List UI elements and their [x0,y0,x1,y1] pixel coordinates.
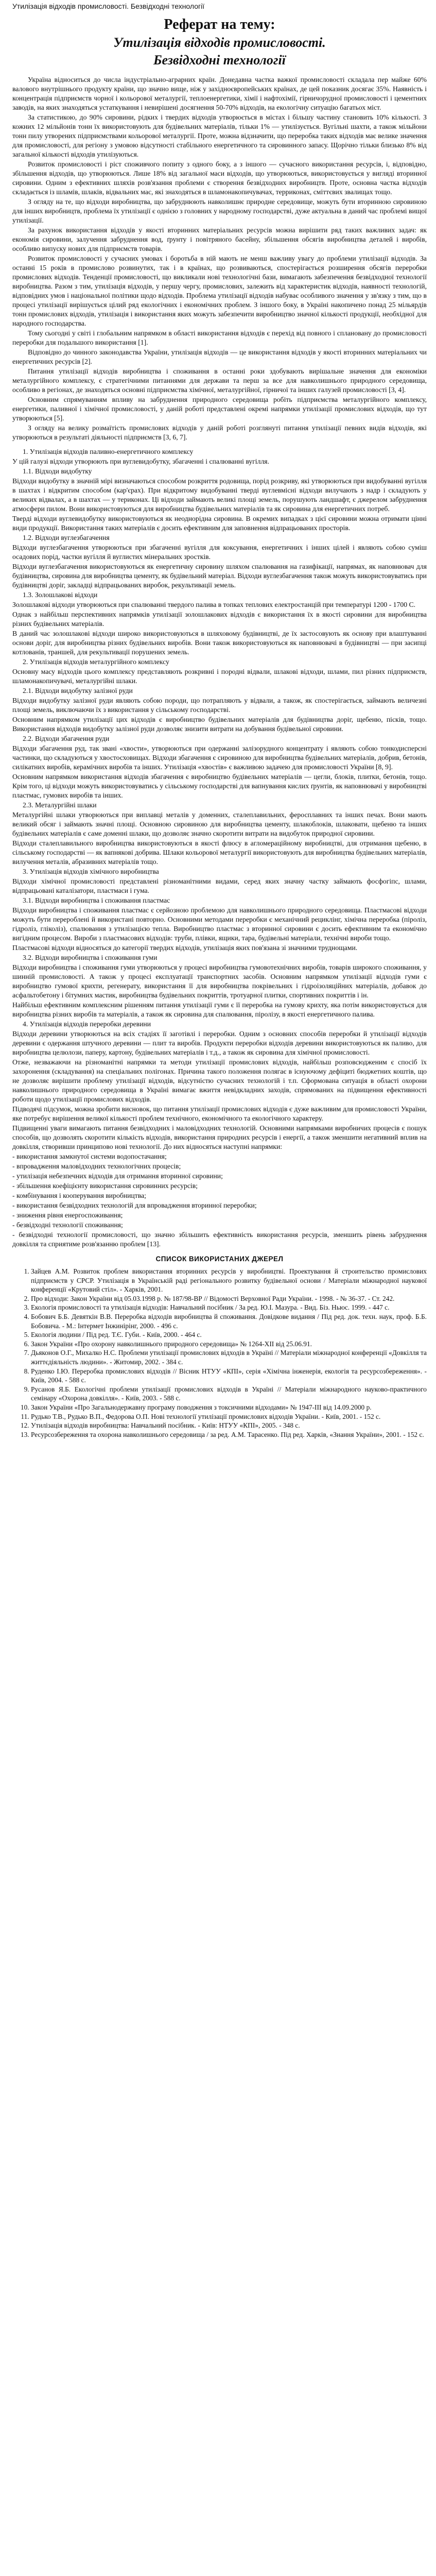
body-paragraph: Основним напрямком використання відходів збагачення є виробництво будівельних матеріалів — цегли, блоків, плитки, бетонів, тощо. Крім того, ці відходи можуть використовуватись у сільському господарстві для вапнування кислих ґрунтів, як наповнювачі у виробництві пластмас, гумових виробів та інших. [12,773,427,799]
reference-item: 4. Бобович Б.Б. Девяткін В.В. Переробка відходів виробництва й споживання. Довідкове видання / Під ред. док. техн. наук, проф. Б.Б. Бобовича. - М.: Інтермет Інжинірінг, 2000. - 496 с. [31,1312,427,1330]
section-heading: 2.1. Відходи видобутку залізної руди [23,687,133,694]
body-paragraph: З огляду на велику розмаїтість промислових відходів у даній роботі розглянуті питання утилізації певних видів відходів, які утворюються в результаті діяльності підприємств [3, 6, 7]. [12,424,427,441]
body-paragraph: За рахунок використання відходів у якості вторинних матеріальних ресурсів можна вирішити ряд таких важливих задач: як економія сировини, залучення забруднення вод, ґрунту і повітряного басейну, збільшення обсягів виробництва деталей і виробів, особливо випуску нових для підприємств товарів. [12,226,427,252]
section-heading: 2.3. Металургійні шлаки [23,801,97,809]
body-paragraph: За статистикою, до 90% сировини, рідких і твердих відходів утворюється в містах і більшу частину становить 10% кількості. З кожних 12 мільйонів тонн їх використовують для будівельних матеріалів, тільки 1% — утилізується. Вугільні шахти, а також мільйони тонн пилу утворених підприємствами кольорової металургії. Проте, можна відзначити, що переробка таких відходів має велике значення для промисловості, для регіону з умовою відсутності стабільного енергетичного та сировинного запасу. Щорічно тільки близько 8% від загальної кількості відходів утилізуються. [12,113,427,158]
body-paragraph: У цій галузі відходи утворюють при вуглевидобутку, збагаченні і спалюванні вугілля. [12,457,269,465]
body-paragraph: Відходи вуглезбагачення використовуються як енергетичну сировину шляхом спалювання на газифікації, напрямах, як наповнювач для будівництва, сировина для виробництва цементу, як будівельний матеріал. Відходи вуглезбагачення також можуть використовуватись при будівництві доріг, закладці відпрацьованих виробок, рекультивації земель. [12,563,427,589]
body-paragraph: Розвиток промисловості і ріст споживчого попиту з одного боку, а з іншого — сучасного використання ресурсів, і, відповідно, збільшення відходів, що утворюються. Лише 18% від загальної маси відходів, що утворюються, використовується у вигляді вторинної сировини. Одним з ефективних шляхів розв'язання проблеми є створення безвідходних виробництв. Проте, основна частка відходів складається із шламів, шлаків, відвальних мас, які знаходяться в шламонакопичувачах, терриконах, сміттєвих звалищах тощо. [12,160,427,196]
body-paragraph: - використання безвідходних технологій для впровадження вторинної переробки; [12,1201,257,1209]
body-paragraph: - збільшення коефіцієнту використання сировинних ресурсів; [12,1182,198,1190]
body-paragraph: Однак з найбільш перспективних напрямків утилізації золошлакових відходів є використання їх в якості сировини для виробництва різних будівельних матеріалів. [12,611,427,628]
reference-item: 2. Про відходи: Закон України від 05.03.1998 р. № 187/98-ВР // Відомості Верховної Ради України. - 1998. - № 36-37. - Ст. 242. [31,1294,427,1303]
reference-item: 13. Ресурсозбереження та охорона навколишнього середовища / за ред. А.М. Тарасенко. Під ред. Харків, «Знання України», 2001. - 152 с. [31,1430,427,1439]
reference-item: 1. Зайцев А.М. Розвиток проблем використання вторинних ресурсів у виробництві. Проектування й строительство промислових підприємств у СРСР. Утилізація в Українській раді регіонального розвитку будівельної основи / Матеріали міжнародної наукової конференції «Крутовий стіл». - Харків, 2001. [31,1267,427,1294]
body-paragraph: Основним спрямуванням впливу на забруднення природного середовища робіть підприємства металургійного комплексу, енергетики, паливної і хімічної промисловості, у даній роботі представлені окремі напрямки утилізації промислових відходів, що тут утворюються [5]. [12,396,427,422]
reference-item: 7. Дьяконов О.Г., Михалко Н.С. Проблеми утилізації промислових відходів в Україні // Матеріали міжнародної конференції «Довкілля та життєдіяльність людини». - Житомир, 2002. - 384 с. [31,1348,427,1366]
body-paragraph: Металургійні шлаки утворюються при виплавці металів у доменних, сталеплавильних, феросплавних та інших печах. Вони мають великий обсяг і займають значні площі. Основною сировиною для виробництва цементу, шлакоблоків, шлаковати, щебеню та інших будівельних матеріалів є саме доменні шлаки, що дозволяє значно скоротити витрати на видобуток природної сировини. [12,811,427,837]
body-paragraph: Пластмасові відходи відносяться до категорії твердих відходів, утилізація яких пов'язана зі значними труднощами. [12,944,358,952]
body-paragraph: Підвищенні уваги вимагають питання безвідходних і маловідходних технологій. Основними напрямками виробничих процесів є пошук способів, що дозволять скоротити кількість відходів, використання природних ресурсів і енергії, а також зменшити негативний вплив на довкілля, створивши принципово нові технології. До них відносяться наступні напрямки: [12,1124,427,1150]
body-paragraph: Відходи збагачення руд, так звані «хвости», утворюються при одержанні залізорудного концентрату і являють собою тонкодисперсні частинки, що складуються у хвостосховищах. Відходи збагачення є сировиною для виробництва будівельних матеріалів, добрив, бетонів, силікатних виробів, керамічних виробів та інших. Утилізація «хвостів» є важливою задачею для промисловості України [8, 9]. [12,744,427,771]
body-paragraph: Відходи видобутку в значній мірі визначаються способом розкриття родовища, порід розкриву, які утворюються при видобуванні вугілля в шахтах і відкритим способом (кар'єрах). При відкритому видобуванні тверді вуглевмісні відходи вилучають з надр і складують у великих відвалах, а в шахтах — у териконах. Ці відходи займають великі площі земель, порушують ландшафт, є джерелом забруднення атмосфери пилом. Вони використовуються для виробництва будівельних матеріалів та як сировина для енергетичних потреб. [12,477,427,513]
body-paragraph: Відходи виробництва і споживання гуми утворюються у процесі виробництва гумовотехнічних виробів, товарів широкого споживання, у шинній промисловості. А також у процесі експлуатації транспортних засобів. Основним напрямком утилізації відходів гуми є виробництво гумової крихти, регенерату, використання її для виробництва покрівельних і гідроізоляційних матеріалів, добавок до асфальтобетону і бітумних мастик, виробництва будівельних покриттів, тротуарної плитки, спортивних покриттів і ін. [12,963,427,999]
body-paragraph: Розвиток промисловості у сучасних умовах і боротьба в ній мають не менш важливу увагу до проблеми утилізації відходів. За останні 15 років в промислово розвинутих, так і в країнах, що розвиваються, спостерігається розширення обсягів переробки промислових відходів. Тенденції промисловості, що викликали нові технологічні бази, вимагають забезпечення безвідходної технології виробництва. Разом з тим, утилізація відходів, у першу чергу, промислових, залежить від характеристик відходів, наявності технологій, відповідних умов і національної політики щодо відходів. Проблема утилізації відходів набуває особливого значення у зв'язку з тим, що в процесі утилізації вирішується цілий ряд екологічних і економічних проблем. З іншого боку, в Україні накопичено понад 25 мільярдів тонн промислових відходів, утилізація і використання яких можуть забезпечити виробництво значної кількості продукції, необхідної для народного господарства. [12,255,427,327]
body-paragraph: - утилізація небезпечних відходів для отримання вторинної сировини; [12,1172,223,1180]
section-heading: 1. Утилізація відходів паливно-енергетичного комплексу [23,448,194,455]
body-paragraph: В даний час золошлакові відходи широко використовуються в шляховому будівництві, де їх застосовують як основу при влаштуванні основи доріг, для виробництва різних будівельних виробів. Вони також використовуються як наповнювачі в будівництві — при засипці котлованів, траншей, для рекультивації порушених земель. [12,630,427,656]
body-paragraph: Відходи виробництва і споживання пластмас є серйозною проблемою для навколишнього природного середовища. Пластмасові відходи можуть бути перероблені й використані повторно. Основними методами переробки є механічний рециклінг, хімічна переробка (піроліз, гідроліз, гліколіз), спалювання з утилізацією тепла. Виробництво пластмас з вторинної сировини є досить ефективним та економічно вигідним процесом. Вироби з пластмасових відходів: труби, плівки, ящики, тара, будівельні матеріали, технічні вироби тощо. [12,906,427,942]
body-paragraph: - комбінування і кооперування виробництва; [12,1192,146,1199]
reference-item: 10. Закон України «Про Загальнодержавну програму поводження з токсичними відходами» № 1947-III від 14.09.2000 р. [31,1403,427,1412]
body-paragraph: Підводячі підсумок, можна зробити висновок, що питання утилізації промислових відходів є дуже важливим для промисловості України, яке потребує вирішення великої кількості проблем технічного, економічного та екологічного характеру. [12,1105,427,1122]
body-paragraph: - зниження рівня енергоспоживання; [12,1211,123,1219]
body-paragraph: - безвідходні технології споживання; [12,1221,123,1229]
body-paragraph: Золошлакові відходи утворюються при спалюванні твердого палива в топках теплових електростанцій при температурі 1200 - 1700 С. [12,601,416,608]
section-heading: 2.2. Відходи збагачення руди [23,735,110,742]
body-paragraph: Тверді відходи вуглевидобутку використовуються як неоднорідна сировина. В окремих випадках з цієї сировини можна отримати цінні види продукції. Використання таких матеріалів є досить ефективним для заповнення відпрацьованих просторів. [12,515,427,532]
body-paragraph: - впровадження маловідходних технологічних процесів; [12,1162,181,1170]
reference-item: 8. Руденко І.Ю. Переробка промислових відходів // Вісник НТУУ «КПІ», серія «Хімічна інженерія, екологія та ресурсозбереження». - Київ, 2004. - 588 с. [31,1367,427,1385]
section-heading: 2. Утилізація відходів металургійного комплексу [23,658,169,666]
body-paragraph: Україна відноситься до числа індустріально-аграрних країн. Донедавна частка важкої промисловості складала пер майже 60% валового внутрішнього продукту країни, що значно вище, ніж у західноєвропейських країнах, де цей показник досягає 35%. Наявність і концентрація підприємств чорної і кольорової металургії, теплоенергетики, хімії і нафтохімії, гірничорудної промисловості і цементних заводів, на яких знаходяться устаткування і невирішені досягнення 50-70% відходів, на екологічну ситуацію багатьох міст. [12,76,427,111]
reference-item: 3. Екологія промисловості та утилізація відходів: Навчальний посібник / За ред. Ю.І. Мазура. - Вид. Біз. Ньюс. 1999. - 447 с. [31,1303,427,1312]
document-title-line1: Утилізація відходів промисловості. [113,35,326,50]
body-paragraph: - безвідходні технології промисловості, що значно збільшить ефективність використання ресурсів, зменшить рівень забруднення довкілля та сприятиме розв'язанню проблем [13]. [12,1231,427,1248]
body-paragraph: З огляду на те, що відходи виробництва, що забруднюють навколишнє природне середовище, можуть бути вторинною сировиною для інших виробництв, проблема їх утилізації є однією з головних у народному господарстві, дуже актуальна в даний час проблемі вищої утилізації. [12,198,427,224]
section-heading: 3. Утилізація відходів хімічного виробництва [23,868,159,875]
page-header-title: Утилізація відходів промисловості. Безвідходні технології [12,2,205,10]
body-paragraph: Відходи вуглезбагачення утворюються при збагаченні вугілля для коксування, енергетичних і інших цілей і являють собою суміш осадових порід, частки вугілля й вуглистих мінеральних зростків. [12,544,427,561]
body-paragraph: Відходи деревини утворюються на всіх стадіях її заготівлі і переробки. Одним з основних способів переробки й утилізації відходів деревини є одержання штучного деревини — плит та виробів. Продукти переробки відходів деревини використовуються як паливо, для виробництва целюлози, паперу, картону, будівельних матеріалів і т.д., а також як сировина для хімічної промисловості. [12,1030,427,1056]
abstract-heading: Реферат на тему: [164,16,275,32]
section-heading: 1.3. Золошлакові відходи [23,591,98,599]
reference-item: 5. Екологія людини / Під ред. Т.Є. Губи. - Київ, 2000. - 464 с. [31,1330,427,1340]
body-paragraph: Відходи видобутку залізної руди являють собою породи, що потрапляють у відвали, а також, як спостерігається, займають величезні площі земель, виключаючи їх з використання у сільському господарстві. [12,697,427,714]
body-paragraph: Отже, незважаючи на різноманітні напрямки та методи утилізації промислових відходів, найбільш розповсюдженим є спосіб їх захоронення (складування) на спеціальних полігонах. Причина такого положення полягає в існуючому дефіциті бюджетних коштів, що не дозволяє вирішити проблему утилізації відходів, відсутністю сучасних технологій і т.п. Сформована ситуація в області охорони навколишнього природного середовища в Україні вимагає вжиття невідкладних заходів, спрямованих на підвищення ефективності роботи щодо утилізації промислових відходів. [12,1058,427,1103]
section-heading: 3.1. Відходи виробництва і споживання пластмас [23,896,170,904]
reference-item: 6. Закон України «Про охорону навколишнього природного середовища» № 1264-XII від 25.06.91. [31,1340,427,1349]
body-paragraph: Питання утилізації відходів виробництва і споживання в останні роки здобувають вирішальне значення для економіки металургійного комплексу, є стратегічними питаннями для держави та перш за все для навколишнього природного середовища, особливо в регіонах, де знаходяться основні підприємства хімічної, металургійної, гірничої та інших галузей промисловості [3, 4]. [12,367,427,394]
reference-item: 12. Утилізація відходів виробництва: Навчальний посібник. - Київ: НТУУ «КПІ», 2005. - 348 с. [31,1421,427,1430]
body-paragraph: Тому сьогодні у світі і глобальним напрямком в області використання відходів є перехід від повного і сплановану до промисловості переробки для подальшого використання [1]. [12,329,427,346]
body-paragraph: - використання замкнутої системи водопостачання; [12,1153,167,1160]
body-paragraph: Основним напрямком утилізації цих відходів є виробництво будівельних матеріалів для будівництва доріг, щебеню, пісків, тощо. Використання відходів видобутку залізної руди дозволяє знизити витрати на добування будівельної сировини. [12,716,427,733]
document-body [12,75,427,1249]
references-list [12,1267,427,1439]
reference-item: 11. Рудько Т.В., Рудько В.П., Федорова О.П. Нові технології утилізації промислових відходів України. - Київ, 2001. - 152 с. [31,1412,427,1421]
body-paragraph: Найбільш ефективним комплексним рішенням питання утилізації гуми є її переробка на гумову крихту, яка потім використовується для виробництва різних виробів та матеріалів, а також як сировина для спалювання, піролізу, в якості енергетичного палива. [12,1001,427,1018]
body-paragraph: Відповідно до чинного законодавства України, утилізація відходів — це використання відходів у якості вторинних матеріальних чи енергетичних ресурсів [2]. [12,348,427,365]
paragraph-spacer [12,443,427,447]
document-title-line2: Безвідходні технології [153,53,286,67]
section-heading: 1.1. Відходи видобутку [23,467,92,475]
section-heading: 3.2. Відходи виробництва і споживання гуми [23,954,158,961]
section-heading: 1.2. Відходи вуглезбагачення [23,534,110,541]
section-heading: 4. Утилізація відходів переробки деревини [23,1020,151,1028]
body-paragraph: Відходи хімічної промисловості представлені різноманітними видами, серед яких значну частку займають фосфогіпс, шлами, відпрацьовані каталізатори, пластмаси і гума. [12,877,427,894]
references-heading: СПИСОК ВИКОРИСТАНИХ ДЖЕРЕЛ [155,1255,284,1263]
reference-item: 9. Русанов Я.Б. Екологічні проблеми утилізації промислових відходів в Україні // Матеріали міжнародного науково-практичного семінару «Охорона довкілля». - Київ, 2003. - 588 с. [31,1385,427,1403]
body-paragraph: Відходи сталеплавильного виробництва використовуються в якості флюсу в агломераційному виробництві, для отримання щебеню, в сільському господарстві — як вапнякові добрива. Шлаки кольорової металургії використовують для виробництва будівельних матеріалів, вилучення металів, абразивних матеріалів тощо. [12,839,427,866]
body-paragraph: Основну масу відходів цього комплексу представляють розкривні і породні відвали, шлакові відходи, шлами, пил різних підприємств, шламонакопичувачі, металургійні шлаки. [12,668,427,685]
